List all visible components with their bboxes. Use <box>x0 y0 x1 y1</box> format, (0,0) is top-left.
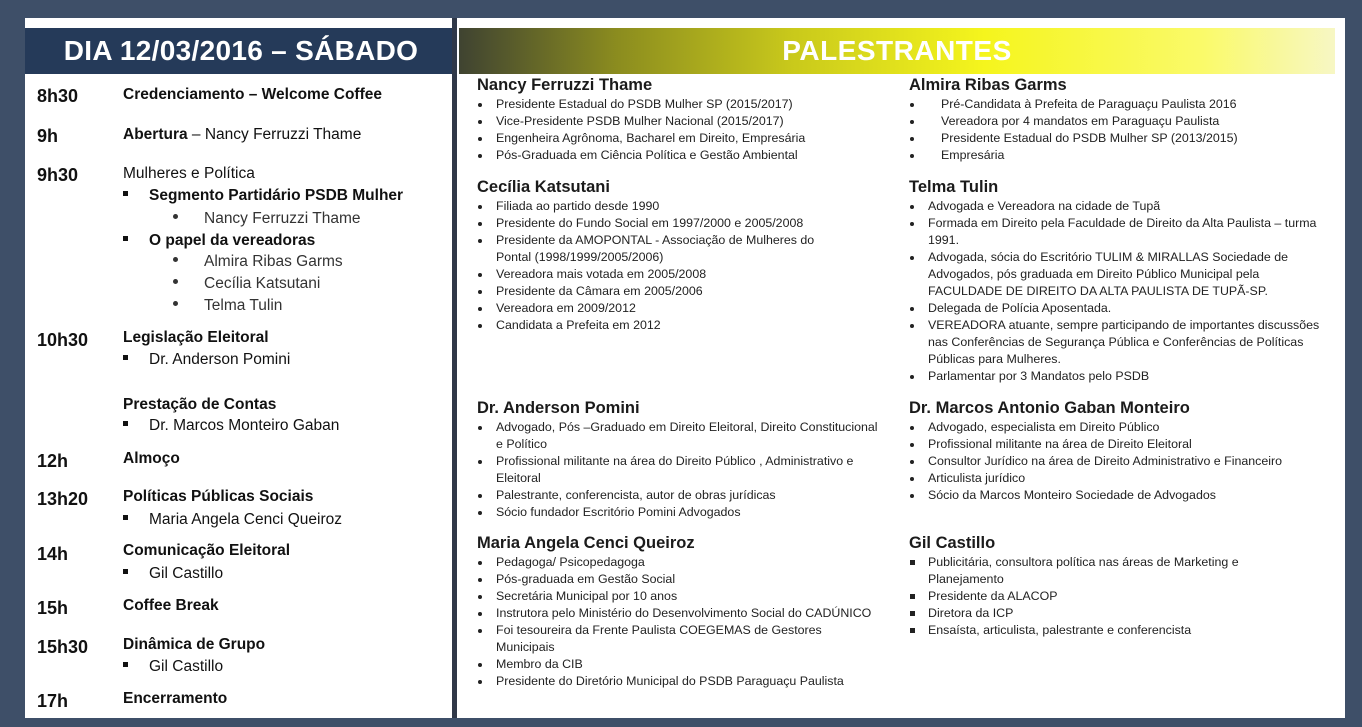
bullet-icon <box>478 663 482 667</box>
schedule-event: Políticas Públicas Sociais <box>123 488 314 505</box>
schedule-time: 14h <box>37 544 69 564</box>
bullet-icon <box>478 324 482 328</box>
bullet-icon <box>910 443 914 447</box>
schedule-subsubitem <box>173 210 360 228</box>
schedule-time: 13h20 <box>37 489 89 509</box>
speaker-bio-item: Palestrante, conferencista, autor de obras jurídicas <box>477 487 887 504</box>
bullet-icon <box>478 511 482 515</box>
schedule-time: 10h30 <box>37 330 89 350</box>
square-bullet-icon <box>123 236 128 241</box>
schedule-subsubitem-label: Almira Ribas Garms <box>204 253 343 270</box>
schedule-event: Comunicação Eleitoral <box>123 542 291 559</box>
speaker-bio-item: Pedagoga/ Psicopedagoga <box>477 554 877 571</box>
speaker-bio-item: Pós-Graduada em Ciência Política e Gestão Ambiental <box>477 147 892 164</box>
bullet-icon <box>910 477 914 481</box>
bullet-icon <box>910 222 914 226</box>
speaker-bio-item: Presidente Estadual do PSDB Mulher SP (2015/2017) <box>477 96 892 113</box>
schedule-event: Dinâmica de Grupo <box>123 636 266 653</box>
speaker-bio-item: Profissional militante na área de Direito Eleitoral <box>909 436 1329 453</box>
speaker-bio-item: Presidente do Diretório Municipal do PSDB Paraguaçu Paulista <box>477 673 877 690</box>
speaker-bio-item: Pré-Candidata à Prefeita de Paraguaçu Paulista 2016 <box>909 96 1329 113</box>
bullet-icon <box>910 205 914 209</box>
speaker-bio-item: Membro da CIB <box>477 656 877 673</box>
schedule-subitem-label: Maria Angela Cenci Queiroz <box>149 511 342 528</box>
speaker-bio-item: Formada em Direito pela Faculdade de Direito da Alta Paulista – turma 1991. <box>909 215 1321 249</box>
speaker-marcos <box>909 398 1329 504</box>
schedule-event: Legislação Eleitoral <box>123 329 269 346</box>
schedule-subsubitem-label: Cecília Katsutani <box>204 275 321 292</box>
speaker-bio-item: Instrutora pelo Ministério do Desenvolvimento Social do CADÚNICO <box>477 605 877 622</box>
speaker-gil <box>909 533 1289 639</box>
speaker-bio-item: Foi tesoureira da Frente Paulista COEGEMAS de Gestores Municipais <box>477 622 877 656</box>
bullet-icon <box>478 137 482 141</box>
square-bullet-icon <box>910 560 915 565</box>
bullet-icon <box>910 460 914 464</box>
bullet-icon <box>478 154 482 158</box>
schedule-subitem-label: Gil Castillo <box>149 565 224 582</box>
bullet-icon <box>910 494 914 498</box>
speaker-almira <box>909 75 1329 164</box>
bullet-icon <box>910 120 914 124</box>
column-divider <box>452 18 457 718</box>
speaker-name: Cecília Katsutani <box>477 178 610 196</box>
schedule-time: 9h30 <box>37 165 79 185</box>
square-bullet-icon <box>123 421 128 426</box>
schedule-subitem-label: Gil Castillo <box>149 658 224 675</box>
speaker-bio-item: Pós-graduada em Gestão Social <box>477 571 877 588</box>
speaker-anderson <box>477 398 887 521</box>
schedule-event: Prestação de Contas <box>123 396 277 413</box>
speaker-bio-item: Delegada de Polícia Aposentada. <box>909 300 1321 317</box>
bullet-icon <box>478 239 482 243</box>
bullet-icon <box>910 307 914 311</box>
speaker-bio-item: Diretora da ICP <box>909 605 1289 622</box>
schedule-subitem <box>123 565 223 583</box>
day-title: DIA 12/03/2016 – SÁBADO <box>25 28 457 74</box>
schedule-subsubitem <box>173 275 320 293</box>
bullet-icon <box>173 301 178 306</box>
bullet-icon <box>478 222 482 226</box>
schedule-subitem-label: O papel da vereadoras <box>149 232 316 249</box>
speaker-bio-item: Presidente da AMOPONTAL - Associação de Mulheres do Pontal (1998/1999/2005/2006) <box>477 232 847 266</box>
speaker-name: Telma Tulin <box>909 178 999 196</box>
speaker-name: Almira Ribas Garms <box>909 76 1067 94</box>
square-bullet-icon <box>123 515 128 520</box>
speaker-cecilia <box>477 177 847 334</box>
bullet-icon <box>478 307 482 311</box>
schedule-subitem <box>123 232 315 250</box>
speakers-title: PALESTRANTES <box>459 28 1335 74</box>
speaker-bio-item: Parlamentar por 3 Mandatos pelo PSDB <box>909 368 1321 385</box>
speaker-name: Dr. Marcos Antonio Gaban Monteiro <box>909 399 1190 417</box>
bullet-icon <box>910 256 914 260</box>
speaker-bio-item: Presidente do Fundo Social em 1997/2000 e 2005/2008 <box>477 215 847 232</box>
square-bullet-icon <box>123 355 128 360</box>
bullet-icon <box>910 426 914 430</box>
schedule-subitem-label: Dr. Marcos Monteiro Gaban <box>149 417 340 434</box>
speaker-name: Dr. Anderson Pomini <box>477 399 640 417</box>
speaker-nancy <box>477 75 892 164</box>
bullet-icon <box>478 205 482 209</box>
schedule-time: 8h30 <box>37 86 79 106</box>
speaker-telma <box>909 177 1321 385</box>
speaker-bio-item: Presidente da ALACOP <box>909 588 1289 605</box>
bullet-icon <box>910 154 914 158</box>
schedule-event: Credenciamento – Welcome Coffee <box>123 86 382 103</box>
speaker-maria-angela <box>477 533 877 690</box>
schedule-event-rest: – Nancy Ferruzzi Thame <box>187 126 362 143</box>
schedule-time: 12h <box>37 451 69 471</box>
speaker-bio-item: Consultor Jurídico na área de Direito Administrativo e Financeiro <box>909 453 1329 470</box>
schedule-subsubitem-label: Nancy Ferruzzi Thame <box>204 210 361 227</box>
schedule-subitem-label: Segmento Partidário PSDB Mulher <box>149 187 404 204</box>
square-bullet-icon <box>123 191 128 196</box>
bullet-icon <box>173 257 178 262</box>
bullet-icon <box>478 595 482 599</box>
schedule-time: 9h <box>37 126 59 146</box>
speaker-name: Nancy Ferruzzi Thame <box>477 76 653 94</box>
speaker-bio-item: Vereadora em 2009/2012 <box>477 300 847 317</box>
schedule-time: 15h30 <box>37 637 89 657</box>
bullet-icon <box>478 426 482 430</box>
bullet-icon <box>910 375 914 379</box>
speaker-bio-item: Presidente da Câmara em 2005/2006 <box>477 283 847 300</box>
schedule-time: 17h <box>37 691 69 711</box>
schedule-time: 15h <box>37 598 69 618</box>
square-bullet-icon <box>910 611 915 616</box>
speaker-bio-item: Vice-Presidente PSDB Mulher Nacional (2015/2017) <box>477 113 892 130</box>
speaker-bio-item: Advogada, sócia do Escritório TULIM & MIRALLAS Sociedade de Advogados, pós graduada em Direito Público Municipal pela FACULDADE DE DIREITO DA ALTA PAULISTA DE TUPÃ-SP. <box>909 249 1321 300</box>
schedule-event: Encerramento <box>123 690 228 707</box>
speaker-bio-item: Sócio da Marcos Monteiro Sociedade de Advogados <box>909 487 1329 504</box>
bullet-icon <box>478 103 482 107</box>
speaker-bio-item: Vereadora por 4 mandatos em Paraguaçu Paulista <box>909 113 1329 130</box>
bullet-icon <box>478 680 482 684</box>
speaker-bio-item: Engenheira Agrônoma, Bacharel em Direito, Empresária <box>477 130 892 147</box>
schedule-subitem-label: Dr. Anderson Pomini <box>149 351 291 368</box>
speaker-bio-item: Profissional militante na área do Direito Público , Administrativo e Eleitoral <box>477 453 887 487</box>
schedule-event <box>123 126 361 144</box>
speaker-bio-item: Advogada e Vereadora na cidade de Tupã <box>909 198 1321 215</box>
schedule-subsubitem <box>173 297 282 315</box>
schedule-event-bold: Abertura <box>123 126 188 143</box>
schedule-subitem <box>123 351 290 369</box>
bullet-icon <box>478 561 482 565</box>
square-bullet-icon <box>123 662 128 667</box>
square-bullet-icon <box>910 628 915 633</box>
speaker-bio-item: Articulista jurídico <box>909 470 1329 487</box>
speaker-bio-item: Sócio fundador Escritório Pomini Advogados <box>477 504 887 521</box>
schedule-subsubitem <box>173 253 343 271</box>
bullet-icon <box>478 578 482 582</box>
speaker-name: Gil Castillo <box>909 534 996 552</box>
bullet-icon <box>910 324 914 328</box>
bullet-icon <box>478 290 482 294</box>
schedule-subitem <box>123 511 342 529</box>
speaker-bio-item: Presidente Estadual do PSDB Mulher SP (2013/2015) <box>909 130 1329 147</box>
speaker-bio-item: Advogado, especialista em Direito Público <box>909 419 1329 436</box>
speaker-name: Maria Angela Cenci Queiroz <box>477 534 695 552</box>
speaker-bio-item: VEREADORA atuante, sempre participando de importantes discussões nas Conferências de Segurança Pública e Conferências de Políticas Públicas para Mulheres. <box>909 317 1321 368</box>
speaker-bio-item: Publicitária, consultora política nas áreas de Marketing e Planejamento <box>909 554 1289 588</box>
speaker-bio-item: Vereadora mais votada em 2005/2008 <box>477 266 847 283</box>
bullet-icon <box>173 214 178 219</box>
schedule-subsubitem-label: Telma Tulin <box>204 297 283 314</box>
speaker-bio-item: Ensaísta, articulista, palestrante e conferencista <box>909 622 1289 639</box>
speaker-bio-item: Candidata a Prefeita em 2012 <box>477 317 847 334</box>
schedule-subitem <box>123 187 403 205</box>
bullet-icon <box>478 612 482 616</box>
square-bullet-icon <box>123 569 128 574</box>
schedule-subitem <box>123 417 339 435</box>
bullet-icon <box>478 494 482 498</box>
speaker-bio-item: Advogado, Pós –Graduado em Direito Eleitoral, Direito Constitucional e Político <box>477 419 887 453</box>
bullet-icon <box>478 120 482 124</box>
bullet-icon <box>910 103 914 107</box>
bullet-icon <box>173 279 178 284</box>
bullet-icon <box>478 629 482 633</box>
schedule-event: Mulheres e Política <box>123 165 255 182</box>
bullet-icon <box>478 273 482 277</box>
schedule-event: Coffee Break <box>123 597 219 614</box>
speaker-bio-item: Filiada ao partido desde 1990 <box>477 198 847 215</box>
speaker-bio-item: Secretária Municipal por 10 anos <box>477 588 877 605</box>
square-bullet-icon <box>910 594 915 599</box>
bullet-icon <box>910 137 914 141</box>
schedule-subitem <box>123 658 223 676</box>
speaker-bio-item: Empresária <box>909 147 1329 164</box>
bullet-icon <box>478 460 482 464</box>
schedule-event: Almoço <box>123 450 180 467</box>
